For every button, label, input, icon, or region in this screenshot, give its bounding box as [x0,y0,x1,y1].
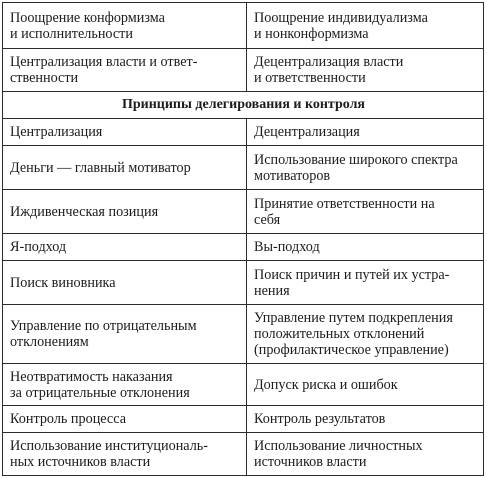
table-row [3,146,484,190]
table-cell-right [247,305,484,364]
table-row [3,406,484,433]
table-row [3,49,484,92]
table-cell-right [247,433,484,476]
table-cell-right [247,190,484,234]
table-cell-right [247,406,484,433]
cell-text: Принятие ответственности на себя [254,195,435,228]
cell-text: Управление по отрицательным отклонениям [10,318,197,350]
table-cell-left [3,3,247,49]
table-cell-right [247,3,484,49]
table-cell-left [3,190,247,234]
cell-text: Использование широкого спектра мотиваторов [254,151,458,184]
table-row [3,3,484,49]
cell-text: Децентрализация [254,124,360,140]
cell-text: Допуск риска и ошибок [254,376,398,393]
section-title-text: Принципы делегирования и контроля [121,97,366,112]
cell-text: Деньги — главный мотиватор [10,159,191,176]
section-header-row [3,92,484,119]
table-cell-left [3,406,247,433]
table-cell-left [3,49,247,92]
table-row [3,190,484,234]
cell-text: Иждивенческая позиция [10,203,159,220]
cell-text: Поощрение конформизма и исполнительности [10,9,165,42]
cell-text: Я-подход [10,239,67,255]
table-cell-left [3,305,247,364]
table-row [3,119,484,146]
table-cell-left [3,119,247,146]
table-cell-left [3,433,247,476]
cell-text: Централизация [10,124,103,140]
cell-text: Вы-подход [254,239,320,255]
cell-text: Неотвратимость наказания за отрицательные отклонения [10,368,190,401]
table-cell-left [3,146,247,190]
cell-text: Использование личностных источников власти [254,438,423,470]
table-cell-right [247,119,484,146]
table-row [3,364,484,406]
cell-text: Поиск причин и путей их устра- нения [254,266,450,299]
comparison-table [2,2,484,476]
table-row [3,234,484,261]
table-cell-left [3,234,247,261]
table-cell-right [247,49,484,92]
cell-text: Децентрализация власти и ответственности [254,54,404,86]
cell-text: Контроль результатов [254,411,386,427]
table-cell-right [247,146,484,190]
table-row [3,261,484,305]
cell-text: Использование институциональ- ных источников власти [10,438,208,470]
table-row [3,305,484,364]
table-cell-right [247,234,484,261]
table-cell-left [3,364,247,406]
cell-text: Поощрение индивидуализма и нонконформизма [254,9,428,42]
cell-text: Контроль процесса [10,411,127,427]
cell-text: Управление путем подкрепления положительных отклонений (профилактическое управление) [254,310,453,358]
cell-text: Централизация власти и ответ- ственности [10,54,198,86]
table-cell-right [247,364,484,406]
section-title [3,92,484,119]
table-cell-right [247,261,484,305]
table-cell-left [3,261,247,305]
table-row [3,433,484,476]
cell-text: Поиск виновника [10,274,116,291]
